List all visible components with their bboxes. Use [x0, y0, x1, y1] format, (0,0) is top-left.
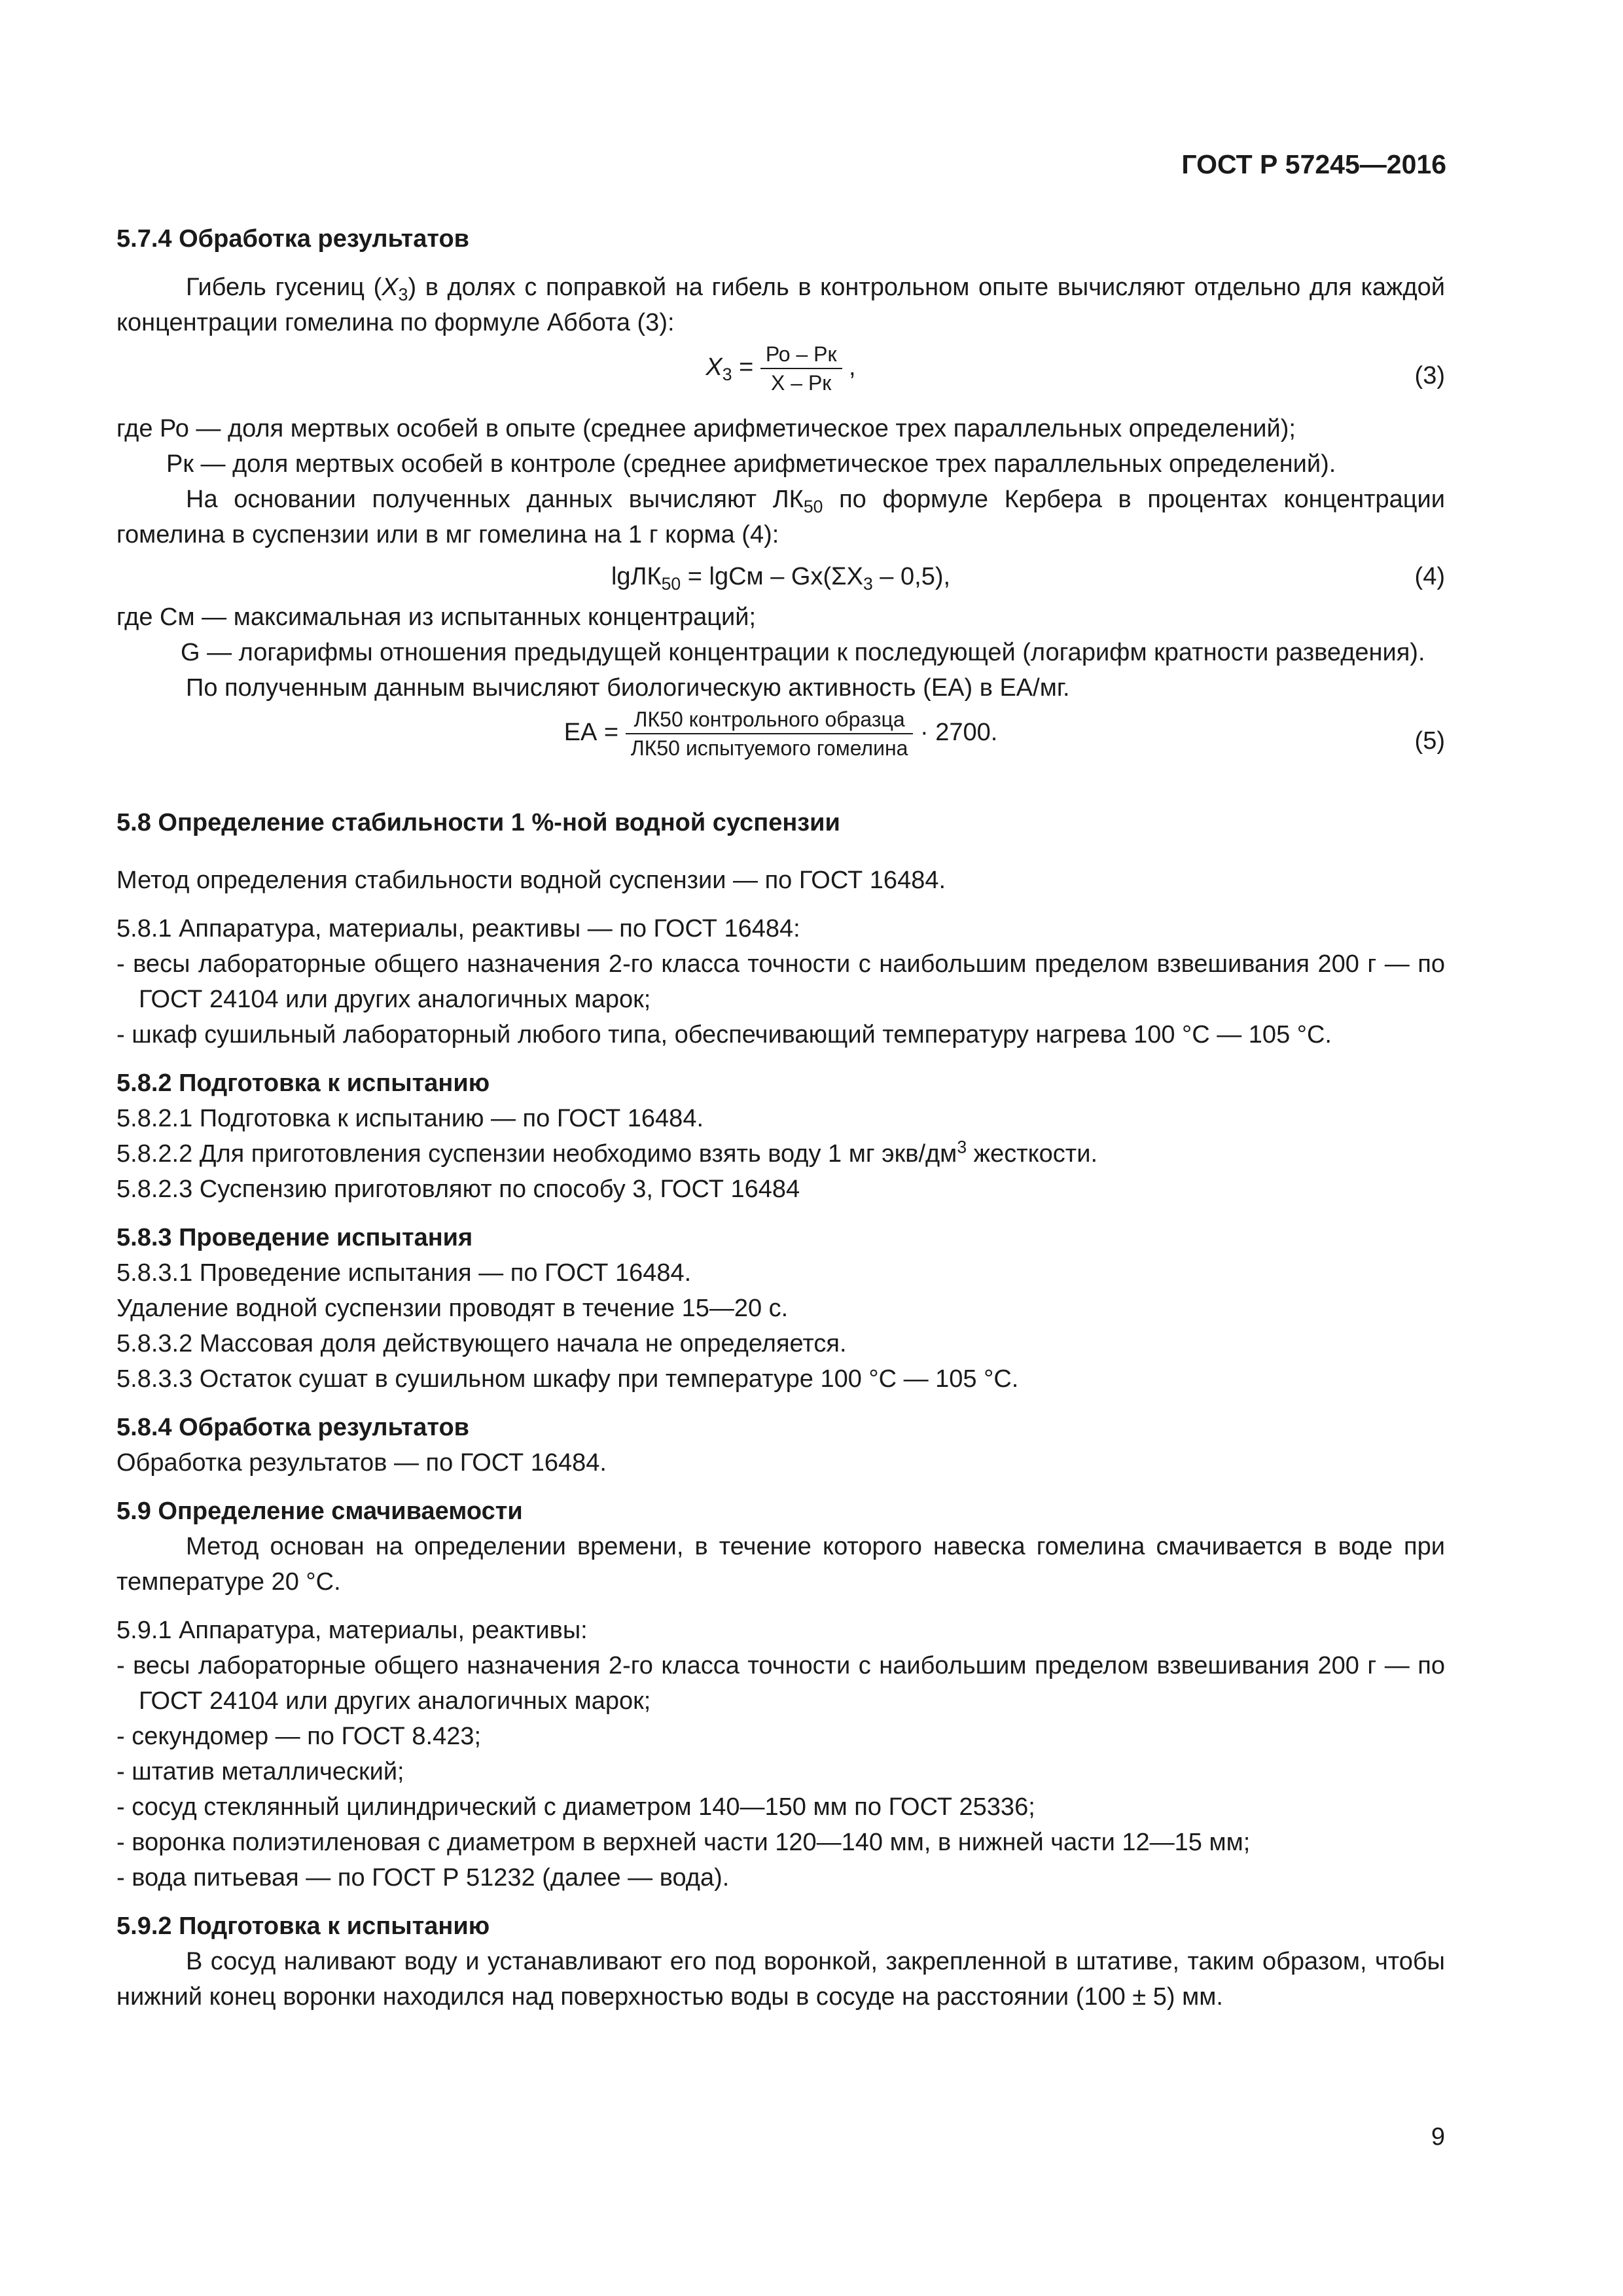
section-5-9-2-heading: 5.9.2 Подготовка к испытанию: [116, 1912, 490, 1940]
section-5-8-4-text: Обработка результатов — по ГОСТ 16484.: [116, 1449, 607, 1477]
formula-5-numerator: ЛК50 контрольного образца: [626, 706, 914, 734]
section-5-8-2-heading: 5.8.2 Подготовка к испытанию: [116, 1069, 490, 1097]
formula-3-denominator: X – Рк: [771, 371, 832, 395]
section-5-8-3-heading: 5.8.3 Проведение испытания: [116, 1224, 473, 1251]
where-g: G — логарифмы отношения предыдущей концентрации к последующей (логарифм кратности разведения).: [181, 639, 1425, 666]
list-item: - весы лабораторные общего назначения 2-го класса точности с наибольшим пределом взвешивания 200 г — по ГОСТ 24104 или других аналогичных марок;: [116, 1652, 1445, 1715]
section-5-9-2-text: В сосуд наливают воду и устанавливают его под воронкой, закрепленной в штативе, таким образом, чтобы нижний конец воронки находился над поверхностью воды в сосуде на расстоянии (100 ± 5) мм.: [116, 1948, 1445, 2011]
section-5-8-3-2: 5.8.3.2 Массовая доля действующего начала не определяется.: [116, 1330, 847, 1357]
section-5-9-method: Метод основан на определении времени, в течение которого навеска гомелина смачивается в воде при температуре 20 °С.: [116, 1533, 1445, 1596]
formula-5-number: (5): [1414, 727, 1445, 755]
where-po: где Ро — доля мертвых особей в опыте (среднее арифметическое трех параллельных определений);: [116, 415, 1296, 442]
formula-3-number: (3): [1414, 362, 1445, 389]
formula-3: $X_3$ = $\frac{Ро - Рк}{X - Рк}$ , (3): [116, 340, 1445, 411]
section-5-7-4-heading: 5.7.4 Обработка результатов: [116, 225, 470, 253]
page-number: 9: [1431, 2123, 1445, 2151]
formula-5: ЕА = $\frac{\text{ЛК50 контрольного образца}}{\text{ЛК50 испытуемого гомелина}}$ · 2700. (5): [116, 706, 1445, 776]
list-item: - весы лабораторные общего назначения 2-го класса точности с наибольшим пределом взвешивания 200 г — по ГОСТ 24104 или других аналогичных марок;: [116, 950, 1445, 1013]
section-5-8-2-2: 5.8.2.2 Для приготовления суспензии необходимо взять воду 1 мг экв/$дм^3$ жесткости.: [116, 1137, 1097, 1168]
list-item: - вода питьевая — по ГОСТ Р 51232 (далее — вода).: [116, 1864, 730, 1892]
section-5-9-heading: 5.9 Определение смачиваемости: [116, 1498, 523, 1525]
section-5-8-heading: 5.8 Определение стабильности 1 %-ной водной суспензии: [116, 809, 840, 836]
list-item: - сосуд стеклянный цилиндрический с диаметром 140—150 мм по ГОСТ 25336;: [116, 1793, 1035, 1821]
list-item: - шкаф сушильный лабораторный любого типа, обеспечивающий температуру нагрева 100 °С — 105 °С.: [116, 1021, 1332, 1049]
section-5-8-2-1: 5.8.2.1 Подготовка к испытанию — по ГОСТ 16484.: [116, 1105, 704, 1132]
formula-4-number: (4): [1414, 563, 1445, 590]
list-item: - штатив металлический;: [116, 1758, 404, 1785]
section-5-8-3-1-note: Удаление водной суспензии проводят в течение 15—20 с.: [116, 1295, 789, 1322]
doc-code-header: ГОСТ Р 57245—2016: [1181, 149, 1446, 179]
section-5-8-3-3: 5.8.3.3 Остаток сушат в сушильном шкафу при температуре 100 °С — 105 °С.: [116, 1365, 1019, 1393]
abbott-intro-paragraph: Гибель гусениц $(X_3)$ в долях с поправкой на гибель в контрольном опыте вычисляют отдельно для каждой концентрации гомелина по формуле Аббота (3):: [116, 274, 1445, 336]
page-content: [116, 221, 1445, 2015]
section-5-8-3-1: 5.8.3.1 Проведение испытания — по ГОСТ 16484.: [116, 1259, 692, 1287]
kerber-intro-paragraph: На основании полученных данных вычисляют $ЛК_{50}$ по формуле Кербера в процентах концентрации гомелина в суспензии или в мг гомелина на 1 г корма (4):: [116, 486, 1445, 548]
list-item: - воронка полиэтиленовая с диаметром в верхней части 120—140 мм, в нижней части 12—15 мм;: [116, 1829, 1251, 1856]
section-5-8-4-heading: 5.8.4 Обработка результатов: [116, 1414, 470, 1441]
where-cm: где См — максимальная из испытанных концентраций;: [116, 603, 757, 631]
section-5-8-method: Метод определения стабильности водной суспензии — по ГОСТ 16484.: [116, 867, 946, 894]
formula-5-denominator: ЛК50 испытуемого гомелина: [630, 736, 908, 760]
formula-3-numerator: Ро – Рк: [760, 340, 842, 369]
section-5-8-1: 5.8.1 Аппаратура, материалы, реактивы — по ГОСТ 16484:: [116, 915, 800, 942]
formula-4: $\lg ЛК_{50} = \lg Cм - Gх(\Sigma X_3 - 0,5)$, (4): [116, 552, 1445, 600]
where-rk: Рк — доля мертвых особей в контроле (среднее арифметическое трех параллельных определений).: [166, 450, 1336, 478]
section-5-9-1: 5.9.1 Аппаратура, материалы, реактивы:: [116, 1617, 588, 1644]
section-5-8-2-3: 5.8.2.3 Суспензию приготовляют по способу 3, ГОСТ 16484: [116, 1175, 800, 1203]
ea-intro-paragraph: По полученным данным вычисляют биологическую активность (ЕА) в ЕА/мг.: [186, 674, 1070, 702]
list-item: - секундомер — по ГОСТ 8.423;: [116, 1723, 482, 1750]
